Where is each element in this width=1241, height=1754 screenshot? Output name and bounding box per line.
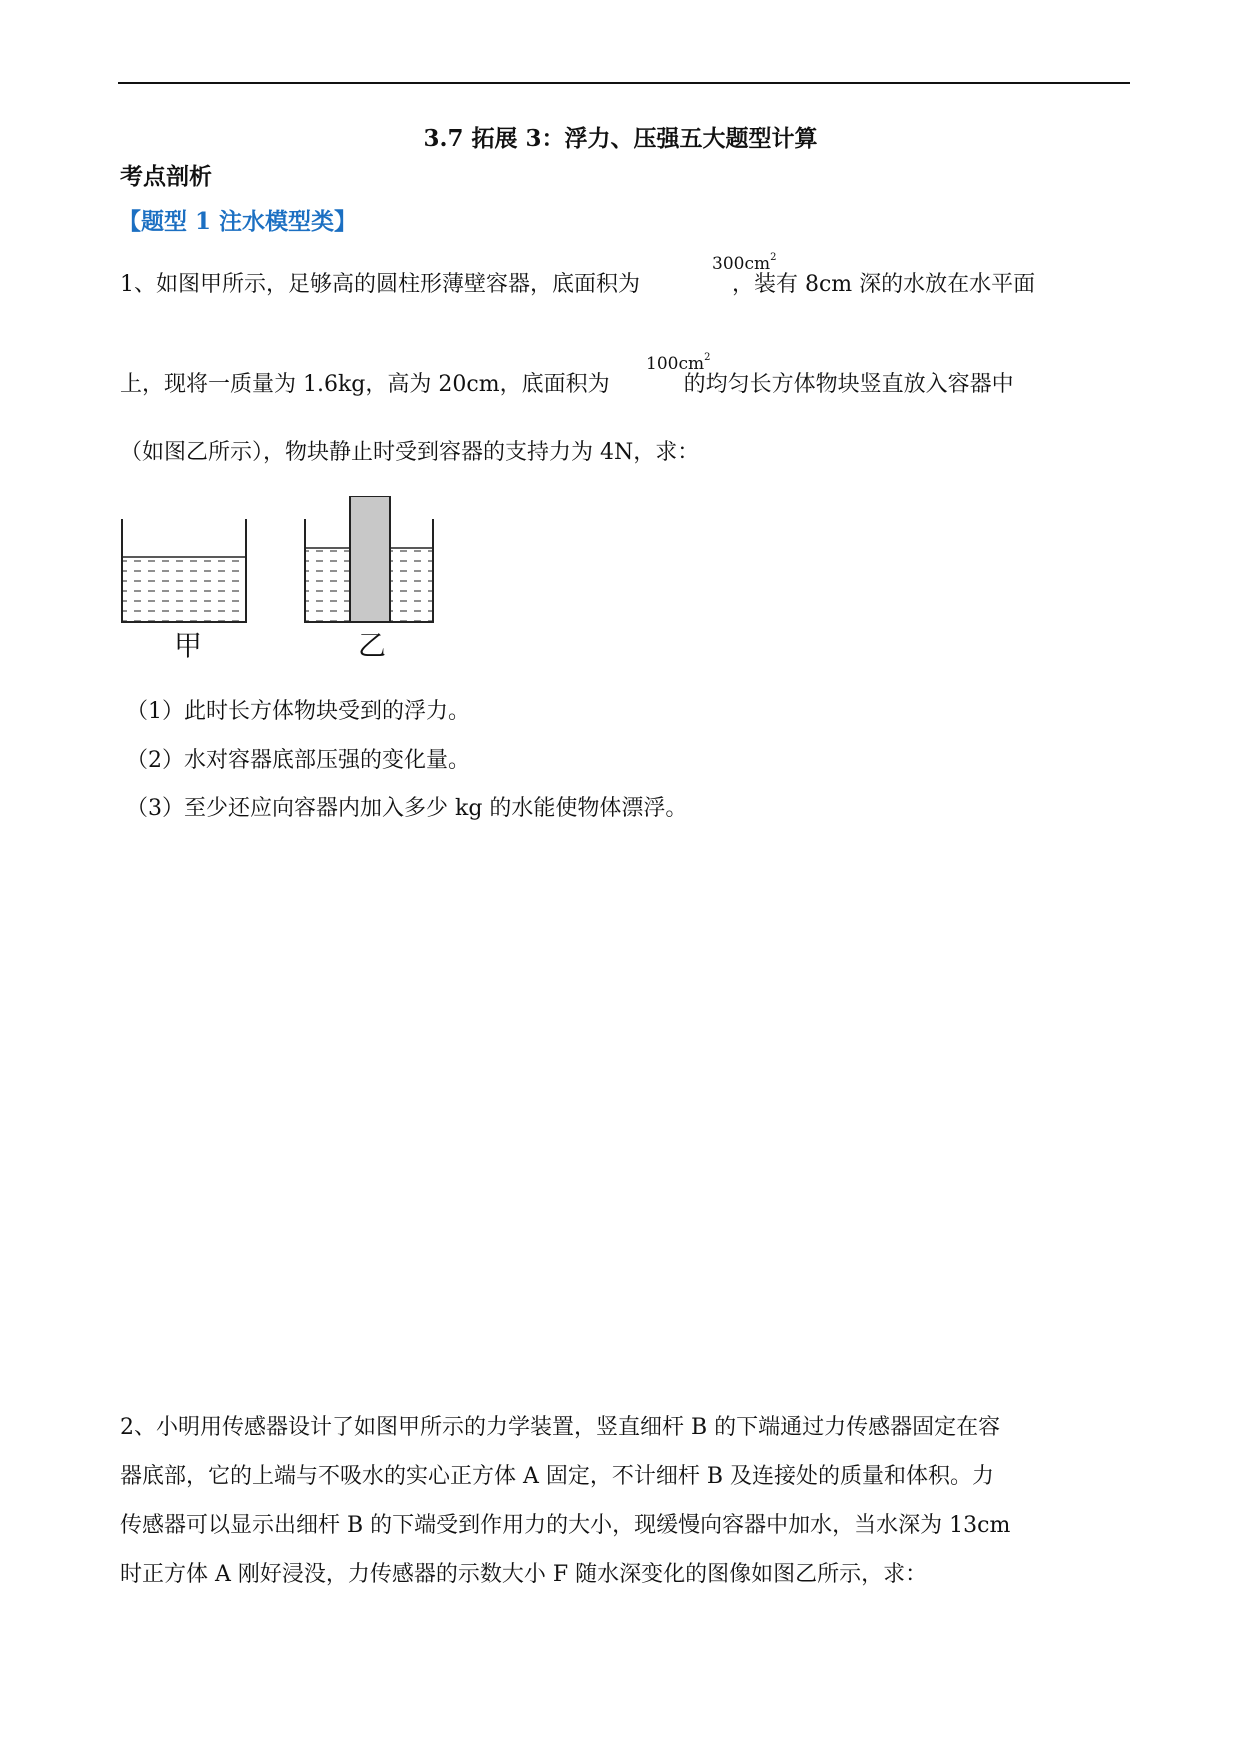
q1-sub-question-2: （2）水对容器底部压强的变化量。 xyxy=(126,748,470,773)
q2-line-2: 器底部，它的上端与不吸水的实心正方体 A 固定，不计细杆 B 及连接处的质量和体积。力 xyxy=(120,1464,995,1489)
q1-line-2b: 的均匀长方体物块竖直放入容器中 xyxy=(683,372,1014,397)
q1-figure xyxy=(118,496,448,666)
q2-line-4: 时正方体 A 刚好浸没，力传感器的示数大小 F 随水深变化的图像如图乙所示，求： xyxy=(120,1562,928,1587)
q1-line-1a: 1、如图甲所示，足够高的圆柱形薄壁容器，底面积为 xyxy=(120,272,640,297)
q1-line-2a: 上，现将一质量为 1.6kg，高为 20cm，底面积为 xyxy=(120,372,610,397)
q1-area-300: $300cm^2$ xyxy=(712,252,777,274)
containers-diagram xyxy=(118,496,448,666)
page-title: 3.7 拓展 3：浮力、压强五大题型计算 xyxy=(423,125,818,152)
q2-line-3: 传感器可以显示出细杆 B 的下端受到作用力的大小，现缓慢向容器中加水，当水深为 13cm xyxy=(120,1513,1011,1538)
cuboid-block xyxy=(350,496,390,622)
q1-line-1 xyxy=(120,267,1035,298)
figure-label-jia: 甲 xyxy=(174,629,203,662)
type-heading: 【题型 1 注水模型类】 xyxy=(118,208,358,235)
q1-line-1b: ，装有 8cm 深的水放在水平面 xyxy=(732,272,1036,297)
q2-line-1: 2、小明用传感器设计了如图甲所示的力学装置，竖直细杆 B 的下端通过力传感器固定在容 xyxy=(120,1415,1001,1440)
header-rule xyxy=(118,82,1130,84)
q1-line-2 xyxy=(120,367,1014,398)
container-yi xyxy=(305,496,433,622)
q1-sub-question-3: （3）至少还应向容器内加入多少 kg 的水能使物体漂浮。 xyxy=(126,796,688,821)
q1-area-100: $100cm^2$ xyxy=(646,352,711,374)
q1-sub-question-1: （1）此时长方体物块受到的浮力。 xyxy=(126,699,470,724)
q1-line-3: （如图乙所示），物块静止时受到容器的支持力为 4N，求： xyxy=(120,440,700,465)
container-jia xyxy=(122,519,246,622)
section-heading: 考点剖析 xyxy=(120,163,212,190)
figure-label-yi: 乙 xyxy=(358,629,387,662)
